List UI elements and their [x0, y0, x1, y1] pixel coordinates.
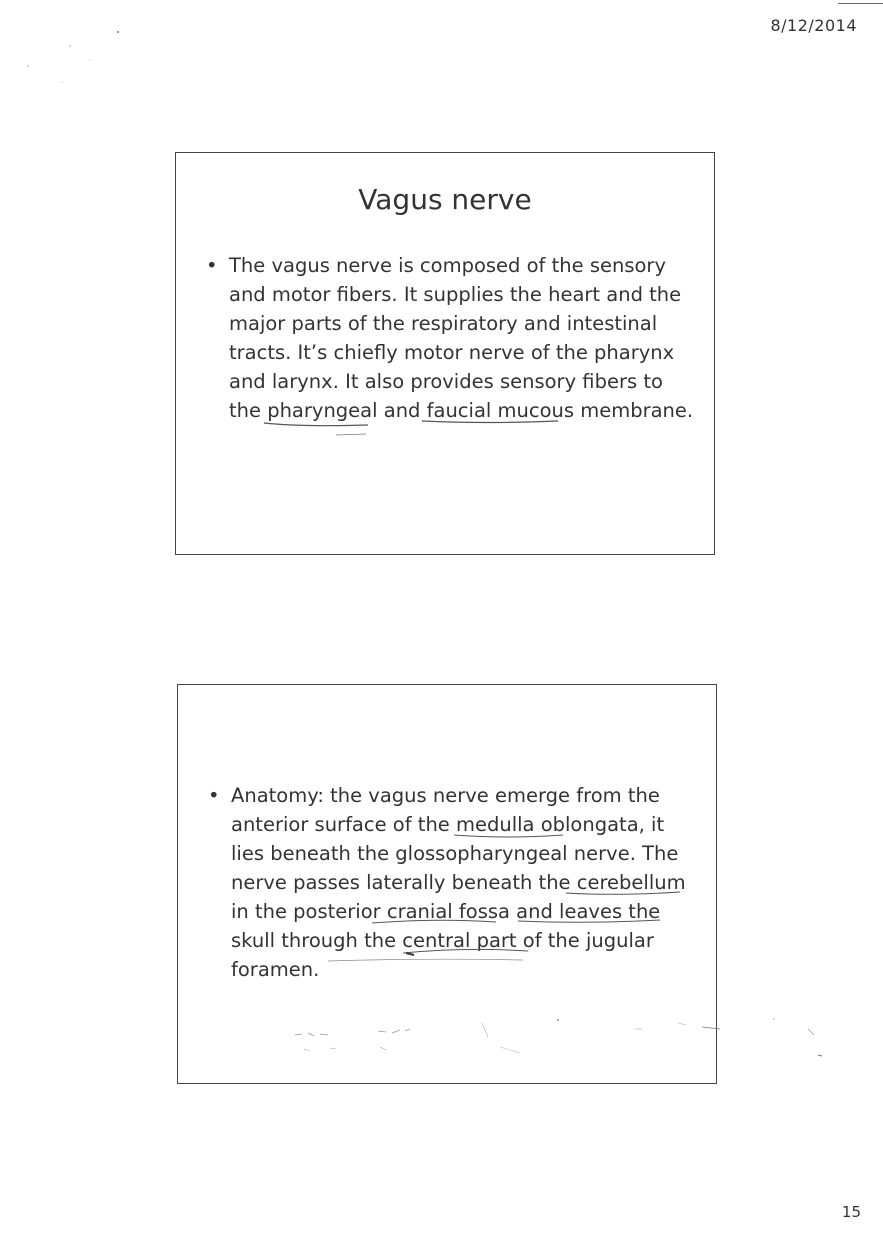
bullet-text: The vagus nerve is composed of the sensory and motor fibers. It supplies the heart and the major parts of the respiratory and intestinal tracts. It’s chiefly motor nerve of the pharynx and larynx. It also provides sensory fibers to the pharyngeal and faucial mucous membrane. [229, 254, 694, 422]
page-date: 8/12/2014 [770, 16, 857, 35]
slide-bullet [206, 251, 694, 425]
slide-anatomy [177, 684, 717, 1084]
slide-bullet [208, 781, 696, 984]
scan-specks [10, 20, 130, 100]
top-edge-line [838, 3, 883, 4]
bullet-text: Anatomy: the vagus nerve emerge from the anterior surface of the medulla oblongata, it lies beneath the glossopharyngeal nerve. The nerve passes laterally beneath the cerebellum in the posterior cranial fossa and leaves the skull through the central part of the jugular foramen. [231, 784, 686, 981]
slide-vagus-nerve [175, 152, 715, 555]
bullet-icon: • [206, 254, 218, 277]
slide-title: Vagus nerve [358, 183, 532, 216]
bullet-icon: • [208, 784, 220, 807]
page-number: 15 [841, 1203, 861, 1221]
